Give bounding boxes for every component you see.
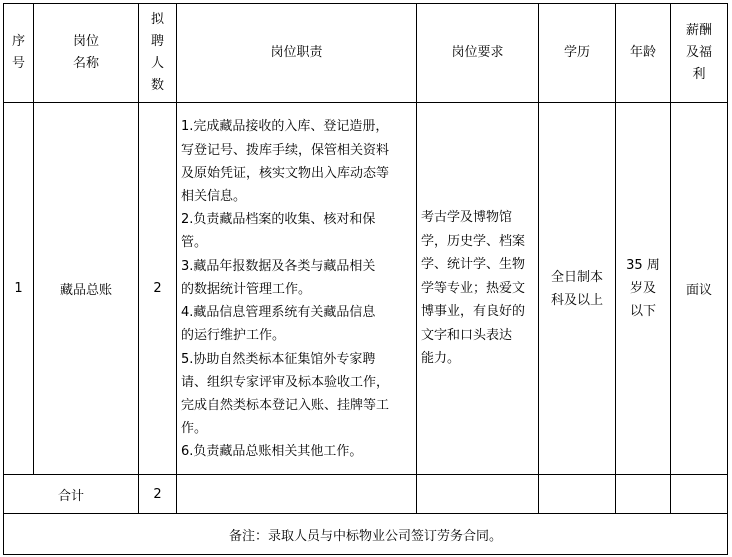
header-requirements: 岗位要求 <box>417 4 539 103</box>
total-label: 合计 <box>4 475 139 514</box>
cell-count: 2 <box>139 103 177 475</box>
cell-salary: 面议 <box>671 103 728 475</box>
cell-duties: 1.完成藏品接收的入库、登记造册， 写登记号、拨库手续，保管相关资料 及原始凭证，核实文物出入库动态等 相关信息。 2.负责藏品档案的收集、核对和保 管。 3.藏品年报数据及各类与藏品相关 的数据统计管理工作。 4.藏品信息管理系统有关藏品信息 的运行维护工作。 5.协助自然类标本征集馆外专家聘 请、组织专家评审及标本验收工作， 完成自然类标本登记入账、挂牌等工 作。 6.负责藏品总账相关其他工作。 <box>177 103 417 475</box>
note-row <box>4 514 728 555</box>
cell-seq: 1 <box>4 103 34 475</box>
header-position: 岗位 名称 <box>34 4 139 103</box>
total-empty-age <box>616 475 671 514</box>
cell-requirements: 考古学及博物馆 学，历史学、档案 学、统计学、生物 学等专业；热爱文 博事业，有良好的 文字和口头表达 能力。 <box>417 103 539 475</box>
header-row <box>4 4 728 103</box>
header-count: 拟 聘 人 数 <box>139 4 177 103</box>
header-age: 年龄 <box>616 4 671 103</box>
header-seq: 序 号 <box>4 4 34 103</box>
note-text: 备注：录取人员与中标物业公司签订劳务合同。 <box>228 528 502 544</box>
total-empty-duties <box>177 475 417 514</box>
note-cell <box>4 514 728 555</box>
cell-position: 藏品总账 <box>34 103 139 475</box>
total-count: 2 <box>139 475 177 514</box>
cell-education: 全日制本 科及以上 <box>539 103 616 475</box>
header-duties: 岗位职责 <box>177 4 417 103</box>
total-row <box>4 475 728 514</box>
header-education: 学历 <box>539 4 616 103</box>
total-empty-salary <box>671 475 728 514</box>
total-empty-education <box>539 475 616 514</box>
total-empty-requirements <box>417 475 539 514</box>
table-row <box>4 103 728 475</box>
header-salary: 薪酬 及福 利 <box>671 4 728 103</box>
job-table <box>3 3 728 555</box>
cell-age: 35 周 岁及 以下 <box>616 103 671 475</box>
